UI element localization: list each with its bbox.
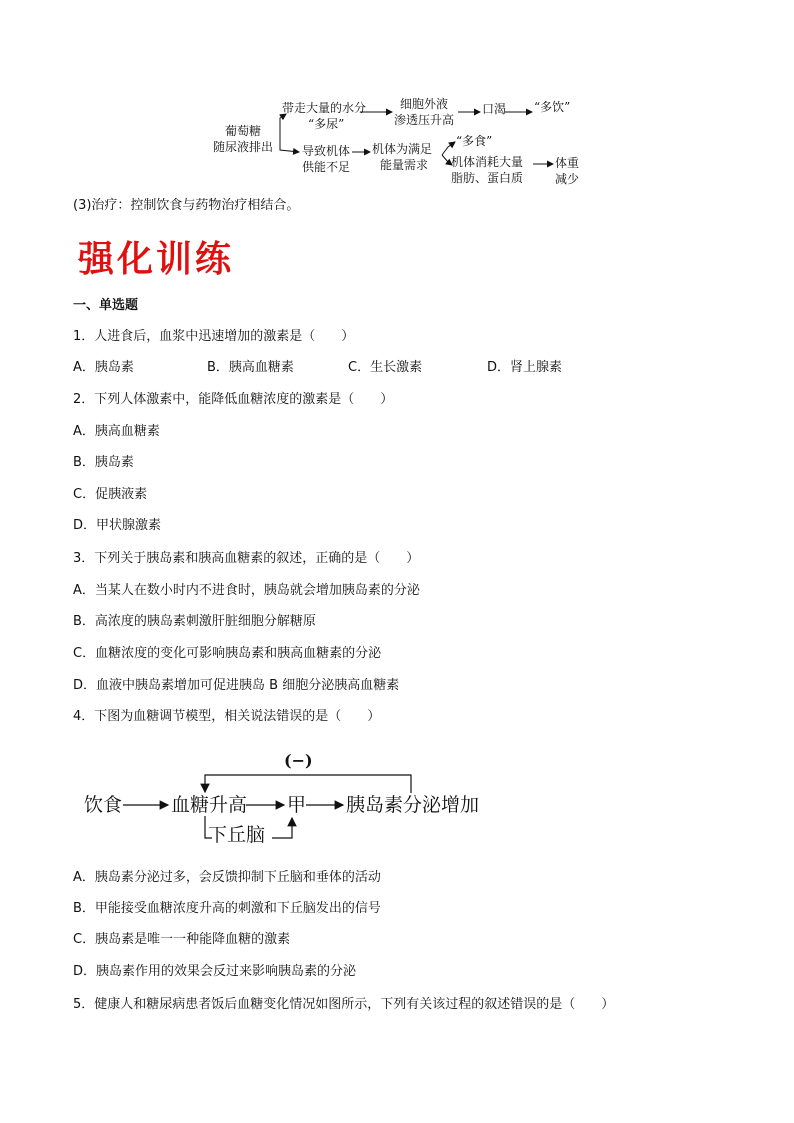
diagram-node-weight-loss: 体重 减少 bbox=[555, 156, 580, 186]
question-1-option-a[interactable]: A．胰岛素 bbox=[73, 360, 134, 375]
question-3-option-b[interactable]: B．高浓度的胰岛素刺激肝脏细胞分解糖原 bbox=[73, 614, 316, 629]
flow-node-insulin-increase: 胰岛素分泌增加 bbox=[346, 794, 480, 816]
diagram-node-energy-shortage: 导致机体 供能不足 bbox=[302, 144, 351, 174]
question-3-option-c[interactable]: C．血糖浓度的变化可影响胰岛素和胰高血糖素的分泌 bbox=[73, 646, 382, 661]
question-2-option-d[interactable]: D．甲状腺激素 bbox=[73, 518, 162, 533]
flow-node-blood-sugar-rise: 血糖升高 bbox=[171, 794, 248, 816]
banner-heading: 强化训练 bbox=[78, 238, 235, 280]
feedback-label: (−) bbox=[284, 751, 313, 770]
question-5-stem: 5．健康人和糖尿病患者饭后血糖变化情况如图所示，下列有关该过程的叙述错误的是（ ） bbox=[73, 997, 615, 1012]
diagram-node-polydipsia: “多饮” bbox=[534, 100, 571, 114]
question-2-option-a[interactable]: A．胰高血糖素 bbox=[73, 424, 160, 439]
question-1-stem: 1．人进食后，血浆中迅速增加的激素是（ ） bbox=[73, 329, 355, 344]
flow-node-jia: 甲 bbox=[287, 794, 307, 816]
flow-node-hypothalamus: 下丘脑 bbox=[208, 824, 266, 846]
diagram-node-thirst: 口渴 bbox=[482, 102, 507, 116]
question-2-option-b[interactable]: B．胰岛素 bbox=[73, 455, 134, 470]
diagram-node-osmotic-pressure: 细胞外液 渗透压升高 bbox=[394, 97, 455, 127]
question-2-option-c[interactable]: C．促胰液素 bbox=[73, 487, 148, 502]
question-1-option-d[interactable]: D．肾上腺素 bbox=[487, 360, 563, 375]
question-4-option-a[interactable]: A．胰岛素分泌过多，会反馈抑制下丘脑和垂体的活动 bbox=[73, 870, 381, 885]
question-4-option-d[interactable]: D．胰岛素作用的效果会反过来影响胰岛素的分泌 bbox=[73, 964, 357, 979]
question-2-stem: 2．下列人体激素中，能降低血糖浓度的激素是（ ） bbox=[73, 392, 394, 407]
treatment-text: (3)治疗：控制饮食与药物治疗相结合。 bbox=[73, 198, 300, 213]
question-3-option-d[interactable]: D．血液中胰岛素增加可促进胰岛 B 细胞分泌胰高血糖素 bbox=[73, 678, 400, 693]
question-3-option-a[interactable]: A．当某人在数小时内不进食时，胰岛就会增加胰岛素的分泌 bbox=[73, 583, 420, 598]
question-4-option-c[interactable]: C．胰岛素是唯一一种能降血糖的激素 bbox=[73, 932, 291, 947]
question-1-option-b[interactable]: B．胰高血糖素 bbox=[207, 360, 294, 375]
diagram-node-glucose-urine: 葡萄糖 随尿液排出 bbox=[213, 124, 274, 154]
question-4-stem: 4．下图为血糖调节模型，相关说法错误的是（ ） bbox=[73, 709, 381, 724]
flow-node-food: 饮食 bbox=[84, 794, 123, 816]
section-title: 一、单选题 bbox=[73, 298, 139, 313]
question-4-option-b[interactable]: B．甲能接受血糖浓度升高的刺激和下丘脑发出的信号 bbox=[73, 901, 381, 916]
diagram-node-water-loss: 带走大量的水分 “多尿” bbox=[282, 101, 367, 131]
question-3-stem: 3．下列关于胰岛素和胰高血糖素的叙述，正确的是（ ） bbox=[73, 551, 420, 566]
diagram-node-polyphagia: “多食” bbox=[456, 134, 493, 148]
question-1-option-c[interactable]: C．生长激素 bbox=[348, 360, 423, 375]
diagram-node-consume-fat: 机体消耗大量 脂肪、蛋白质 bbox=[451, 155, 524, 185]
diagram-node-energy-need: 机体为满足 能量需求 bbox=[372, 142, 433, 172]
